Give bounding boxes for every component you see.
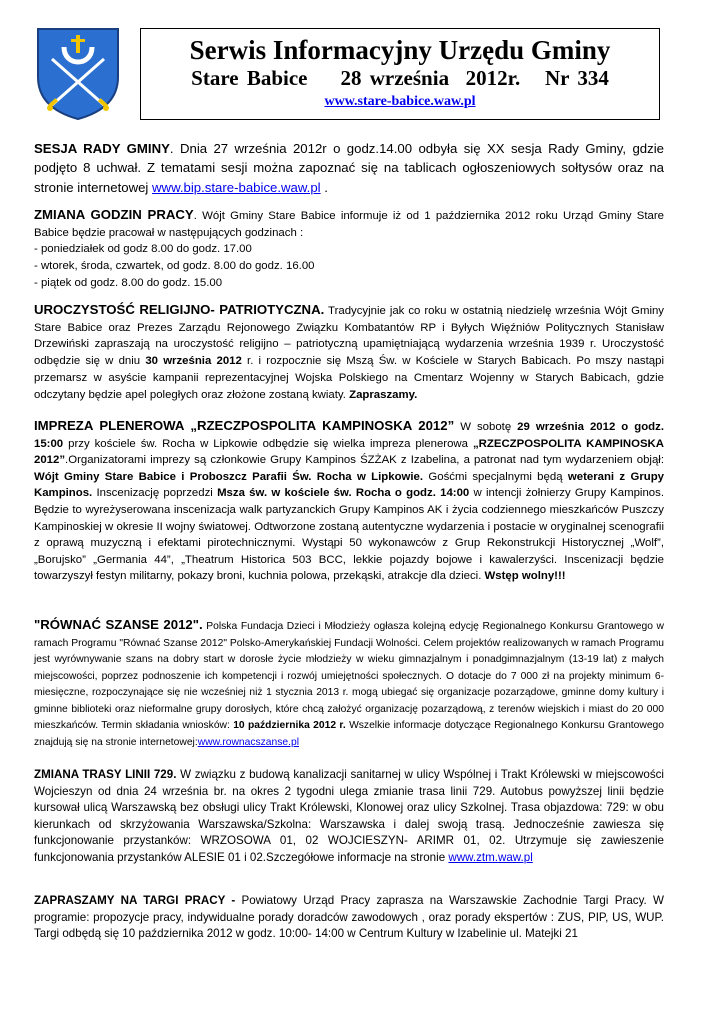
section-text: W związku z budową kanalizacji sanitarnej w ulicy Wspólnej i Trakt Królewski w miejscowości Wojcieszyn od dnia 24 września br. na okres 2 tygodni ulega zmianie trasa linii 729. Autobus powyższej linii będzie kursował ulicą Warszawską bez obsługi ulicy Trakt Królewski, Klonowej oraz ulicy Szkolnej. Trasa objazdowa: 729: w obu kierunkach od skrzyżowania Warszawska/Szkolna: Warszawska i dalej swoją trasą. Jednocześnie zawiesza się funkcjonowanie przystanków: WRZOSOWA 01, 02 WOJCIESZYN- ARIMR 01, 02. Utrzymuje się zawieszenie funkcjonowania przystanków ALESIE 01 i 02.Szczegółowe informacje na stronie (34, 768, 664, 864)
event-name: „RZECZPOSPOLITA KAMPINOSKA 2012” (34, 437, 664, 467)
section-text: .Organizatorami imprezy są członkowie Grupy Kampinos ŚZŻAK z Izabelina, a patronat nad tym wydarzeniem objął: (65, 454, 664, 467)
issue-subtitle: Stare Babice 28 września 2012r. Nr 334 (191, 66, 609, 90)
section-text: . Dnia 27 września 2012r o godz.14.00 odbyła się XX sesja Rady Gminy, gdzie podjęto 8 uchwał. Z tematami sesji można zapoznać się na tablicach ogłoszeniowych sołtysów oraz na stronie internetowej (34, 141, 664, 195)
section-targi-pracy (34, 893, 664, 943)
bip-link[interactable]: www.bip.stare-babice.waw.pl (152, 179, 321, 195)
event-date: 29 września 2012 o godz. 15:00 (34, 421, 664, 450)
closing-text: Zapraszamy. (349, 388, 418, 401)
section-text: Powiatowy Urząd Pracy zaprasza na Warszawskie Zachodnie Targi Pracy. W programie: propozycje pracy, indywidualne porady doradców zawodowych , oraz porady ekspertów : ZUS, PIP, US, WUP. Targi odbędą się 10 października 2012 w godz. 10:00- 14:00 w Centrum Kultury w Izabelinie ul. Matejki 21 (34, 894, 664, 941)
section-heading: SESJA RADY GMINY (34, 141, 170, 156)
section-text: w intencji żołnierzy Grupy Kampinos. Będzie to wyreżyserowana inscenizacja walk partyzanckich Grupy Kampinos AK i życia codziennego mieszkańców Puszczy Kampinoskiej w okresie II wojny światowej. Odtworzone zostaną autentyczne wydarzenia i postacie w oryginalnej scenografii z oprawą muzyczną i efektami pirotechnicznymi. Wystąpi 50 wykonawców z Grup Rekonstrukcji Historycznej „Wolf”, „Borujsko” „Germania 44”, „Theatrum Historica 503 BCC, lekkie pojazdy bojowe i kawalerzyści. Inscenizacji będzie towarzyszył festyn militarny, pokazy broni, kuchnia polowa, przekąski, atrakcje dla dzieci. (34, 487, 664, 583)
free-entry: Wstęp wolny!!! (484, 570, 566, 583)
section-text: Tradycyjnie jak co roku w ostatnią niedzielę września Wójt Gminy Stare Babice oraz Prezes Zarządu Rejonowego Związku Kombatantów RP i Byłych Więźniów Politycznych Stanisław Drzewiński zapraszają na uroczystość religijno – patriotyczną upamiętniającą wydarzenia września 1939 r. Uroczystość odbędzie się w dniu (34, 305, 665, 368)
website-link-wrap (141, 93, 659, 110)
section-heading: ZMIANA TRASY LINII 729. (34, 768, 177, 781)
hours-line: - wtorek, środa, czwartek, od godz. 8.00 do godz. 16.00 (34, 260, 315, 273)
website-link[interactable]: www.stare-babice.waw.pl (324, 94, 476, 109)
mass-info: Msza św. w kościele św. Rocha o godz. 14:00 (217, 487, 470, 500)
section-text: przy kościele św. Rocha w Lipkowie odbędzie się wielka impreza plenerowa (63, 437, 473, 450)
section-text: . (320, 179, 328, 195)
patrons: Wójt Gminy Stare Babice i Proboszcz Parafii Św. Rocha w Lipkowie. (34, 470, 424, 483)
section-heading: ZMIANA GODZIN PRACY (34, 207, 194, 222)
section-godziny (34, 207, 664, 292)
ztm-link[interactable]: www.ztm.waw.pl (448, 850, 533, 864)
section-linia-729 (34, 767, 664, 867)
section-text: W sobotę (454, 421, 518, 433)
section-text: Inscenizację poprzedzi (92, 487, 218, 500)
deadline: 10 października 2012 r. (233, 720, 346, 731)
event-date: 30 września 2012 (145, 355, 242, 368)
section-heading: "RÓWNAĆ SZANSE 2012". (34, 617, 203, 632)
section-text: Gośćmi specjalnymi będą (423, 470, 568, 483)
section-impreza (34, 418, 664, 585)
section-uroczystosc (34, 302, 664, 403)
hours-line: - poniedziałek od godz 8.00 do godz. 17.00 (34, 243, 252, 256)
section-rownac-szanse (34, 617, 664, 751)
newsletter-header (140, 28, 660, 120)
section-heading: IMPREZA PLENEROWA „RZECZPOSPOLITA KAMPINOSKA 2012” (34, 418, 455, 433)
section-sesja (34, 139, 664, 197)
section-heading: UROCZYSTOŚĆ RELIGIJNO- PATRIOTYCZNA. (34, 302, 325, 317)
section-text: Wszelkie informacje dotyczące Regionalnego Konkursu Grantowego znajdują się na stronie internetowej: (34, 720, 665, 748)
coat-of-arms-icon (34, 25, 122, 121)
section-text: r. i rozpocznie się Mszą Św. w Kościele w Starych Babicach. Po mszy nastąpi przemarsz w asyście kampanii reprezentacyjnej Wojska Polskiego na Cmentarz Wojenny w Starych Babicach, gdzie odczytany będzie apel poległych oraz złożone zostaną kwiaty. (34, 355, 664, 401)
section-text: Polska Fundacja Dzieci i Młodzieży ogłasza kolejną edycję Regionalnego Konkursu Grantowego w ramach Programu "Równać Szanse 2012" Polsko-Amerykańskiej Fundacji Wolności. Celem projektów realizowanych w ramach Programu jest wyrównywanie szans na dobry start w dorosłe życie młodzieży w wieku gimnazjalnym i ponadgimnazjalnym (13-19 lat) z małych miejscowości, poprzez podnoszenie ich kompetencji i rozwój umiejętności społecznych. O dotacje do 7 000 zł na projekty minimum 6-miesięczne, rozpoczynające się nie wcześniej niż 1 stycznia 2013 r. mogą ubiegać się organizacje pozarządowe, gminne domy kultury i gminne biblioteki oraz nieformalne grupy dorosłych, które chcą założyć organizację pozarządową, z terenów wiejskich i miast do 20 000 mieszkańców. Termin składania wniosków: (34, 621, 664, 731)
rownacszanse-link[interactable]: www.rownacszanse.pl (197, 736, 300, 748)
section-heading: ZAPRASZAMY NA TARGI PRACY - (34, 894, 236, 907)
hours-line: - piątek od godz. 8.00 do godz. 15.00 (34, 276, 223, 289)
special-guests: weterani z Grupy Kampinos. (34, 470, 665, 500)
page-title: Serwis Informacyjny Urzędu Gminy (189, 35, 611, 65)
section-text: . Wójt Gminy Stare Babice informuje iż od 1 października 2012 roku Urząd Gminy Stare Babice będzie pracował w następujących godzinach : (34, 210, 665, 239)
